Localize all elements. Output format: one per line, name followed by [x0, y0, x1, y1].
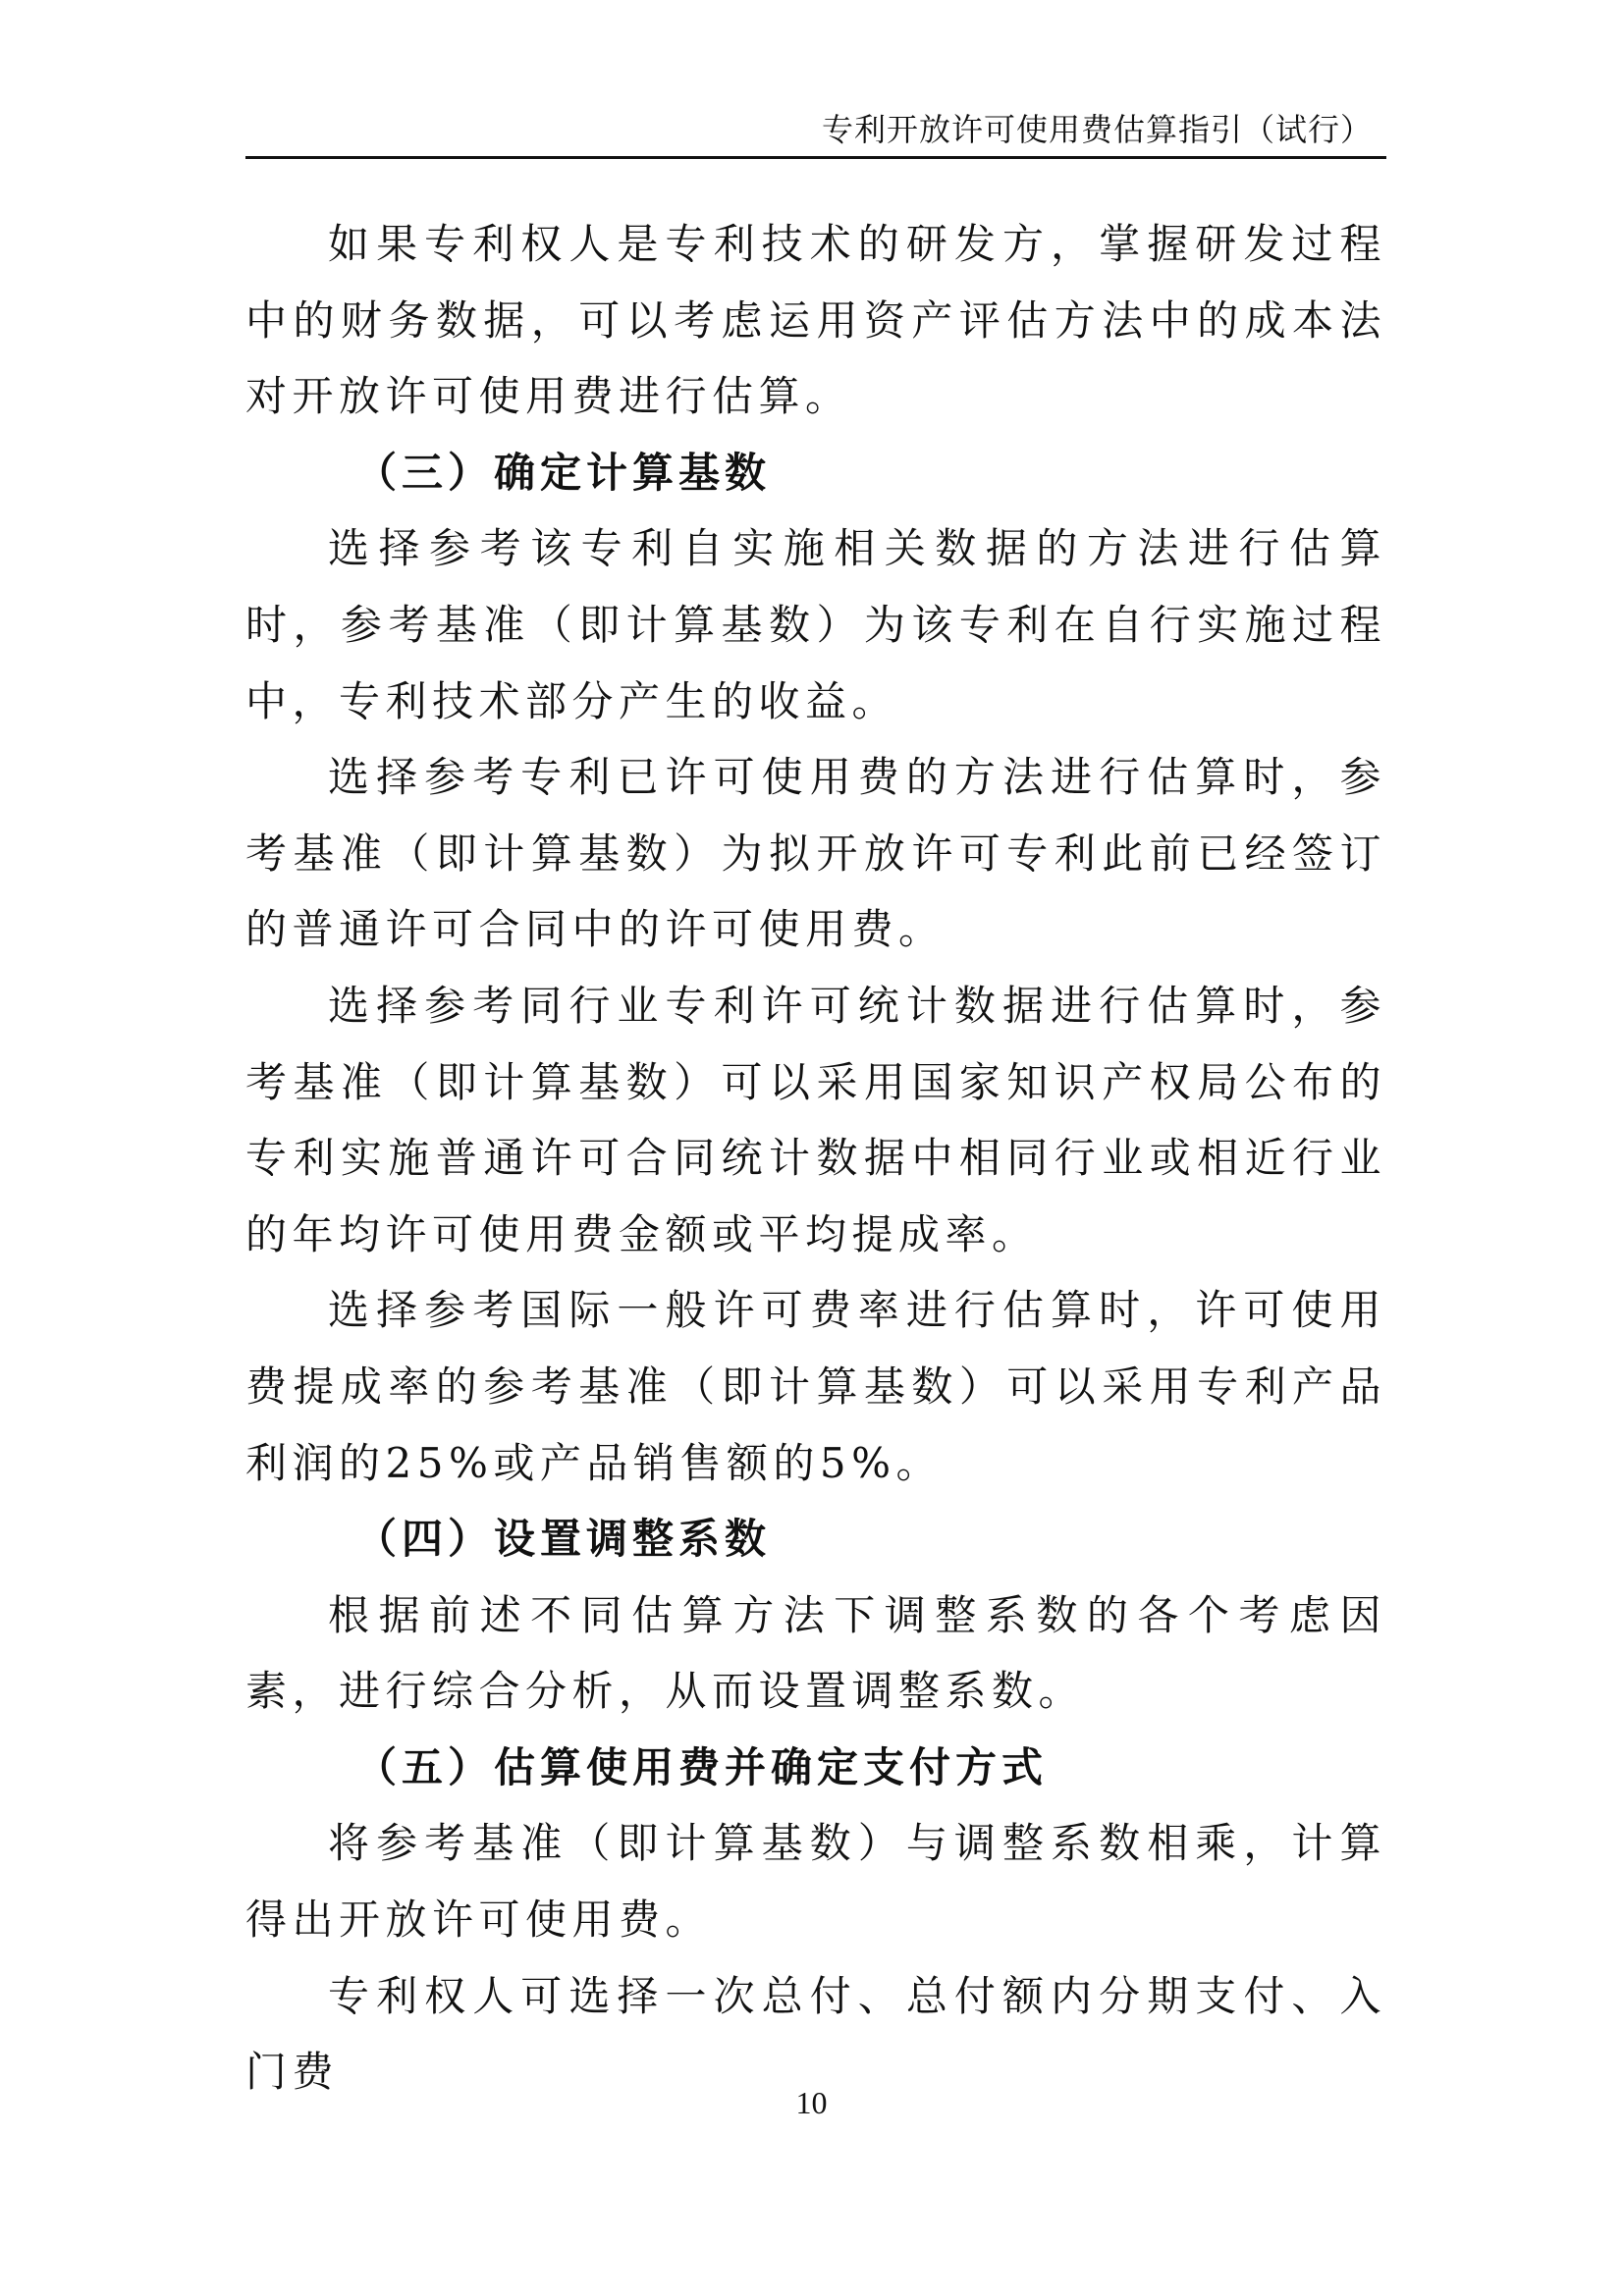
- paragraph-licensed-fee-base: 选择参考专利已许可使用费的方法进行估算时，参考基准（即计算基数）为拟开放许可专利此前已经签订的普通许可合同中的许可使用费。: [245, 753, 1386, 954]
- section-heading-payment-method: （五）估算使用费并确定支付方式: [355, 1742, 1049, 1791]
- paragraph-international-rate-base: 选择参考国际一般许可费率进行估算时，许可使用费提成率的参考基准（即计算基数）可以采用专利产品利润的25%或产品销售额的5%。: [245, 1286, 1386, 1487]
- paragraph-cost-method: 如果专利权人是专利技术的研发方，掌握研发过程中的财务数据，可以考虑运用资产评估方法中的成本法对开放许可使用费进行估算。: [245, 220, 1386, 421]
- section-heading-adjustment-coefficient: （四）设置调整系数: [355, 1515, 772, 1564]
- paragraph-payment-options: 专利权人可选择一次总付、总付额内分期支付、入门费: [245, 1971, 1386, 2097]
- paragraph-industry-statistics-base: 选择参考同行业专利许可统计数据进行估算时，参考基准（即计算基数）可以采用国家知识产权局公布的专利实施普通许可合同统计数据中相同行业或相近行业的年均许可使用费金额或平均提成率。: [245, 981, 1386, 1258]
- paragraph-fee-calculation: 将参考基准（即计算基数）与调整系数相乘，计算得出开放许可使用费。: [245, 1819, 1386, 1945]
- section-heading-calculation-base: （三）确定计算基数: [355, 448, 772, 497]
- paragraph-adjustment-coefficient: 根据前述不同估算方法下调整系数的各个考虑因素，进行综合分析，从而设置调整系数。: [245, 1590, 1386, 1716]
- paragraph-self-implementation-base: 选择参考该专利自实施相关数据的方法进行估算时，参考基准（即计算基数）为该专利在自行实施过程中，专利技术部分产生的收益。: [245, 524, 1386, 725]
- running-header: [245, 104, 1386, 159]
- header-title: 专利开放许可使用费估算指引（试行）: [821, 111, 1373, 148]
- page-number: 10: [795, 2085, 828, 2120]
- document-body: [245, 206, 1386, 2110]
